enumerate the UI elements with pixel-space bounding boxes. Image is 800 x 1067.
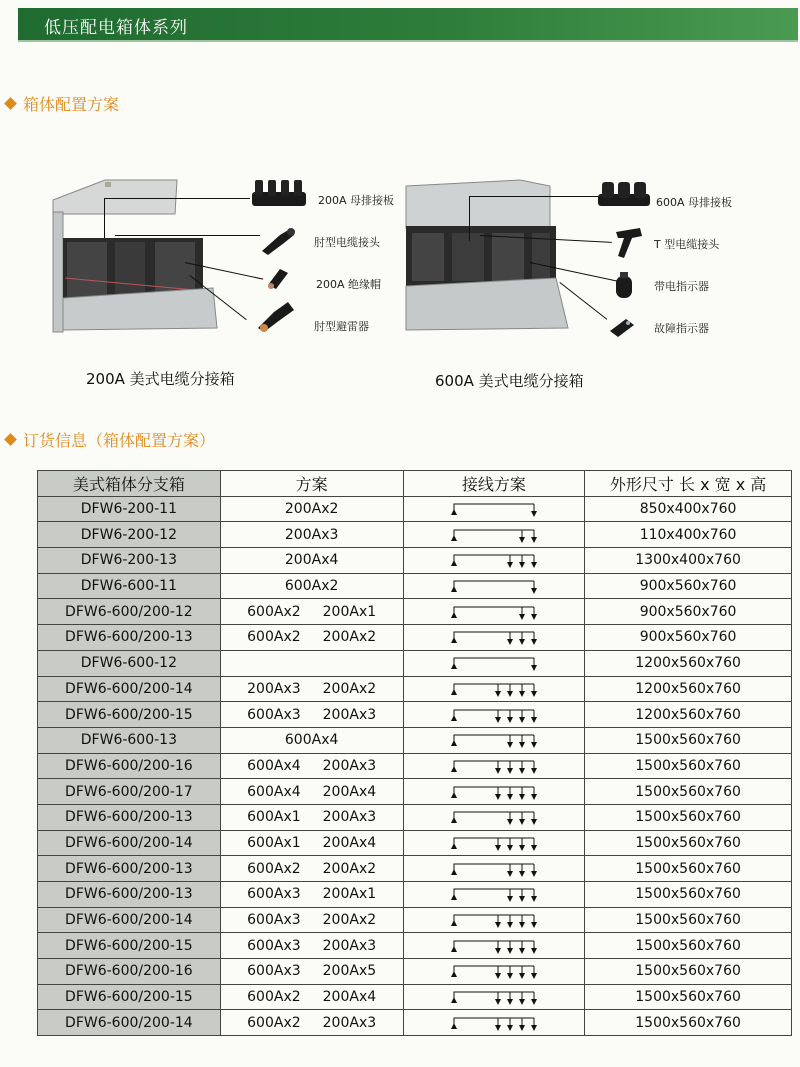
plan-value: 200Ax2 bbox=[322, 629, 377, 646]
wiring-diagram-icon bbox=[446, 1013, 542, 1033]
wiring-cell bbox=[403, 548, 585, 574]
table-row bbox=[38, 856, 792, 882]
plan-value: 200Ax3 bbox=[322, 1014, 377, 1031]
table-row bbox=[38, 548, 792, 574]
plan-value: 600Ax3 bbox=[247, 912, 301, 929]
leader-line bbox=[115, 235, 260, 236]
table-row bbox=[38, 573, 792, 599]
plan-value: 600Ax2 bbox=[284, 578, 339, 595]
table-row bbox=[38, 933, 792, 959]
plan-value: 200Ax4 bbox=[322, 834, 377, 851]
wiring-cell bbox=[403, 650, 585, 676]
table-row bbox=[38, 650, 792, 676]
wiring-cell bbox=[403, 727, 585, 753]
part-label: 600A 母排接板 bbox=[656, 196, 733, 209]
cabinet-600a-image bbox=[400, 178, 575, 338]
live-indicator-icon bbox=[612, 270, 636, 300]
elbow-arrester-icon bbox=[254, 298, 296, 334]
size-cell: 1500x560x760 bbox=[585, 907, 792, 933]
model-cell: DFW6-600-13 bbox=[38, 727, 221, 753]
wiring-cell bbox=[403, 753, 585, 779]
table-row bbox=[38, 625, 792, 651]
cabinet-600a-caption: 600A 美式电缆分接箱 bbox=[435, 372, 584, 390]
plan-value: 200Ax5 bbox=[322, 963, 377, 980]
size-cell: 1500x560x760 bbox=[585, 830, 792, 856]
plan-cell bbox=[220, 856, 403, 882]
leader-line bbox=[469, 196, 470, 241]
plan-value: 200Ax3 bbox=[322, 706, 377, 723]
plan-cell bbox=[220, 727, 403, 753]
wiring-cell bbox=[403, 522, 585, 548]
wiring-diagram-icon bbox=[446, 653, 542, 673]
wiring-cell bbox=[403, 830, 585, 856]
size-cell: 1500x560x760 bbox=[585, 959, 792, 985]
wiring-diagram-icon bbox=[446, 807, 542, 827]
plan-value: 200Ax3 bbox=[322, 937, 377, 954]
insulating-cap-icon bbox=[262, 263, 292, 291]
model-cell: DFW6-600/200-13 bbox=[38, 804, 221, 830]
model-cell: DFW6-600/200-15 bbox=[38, 933, 221, 959]
table-row bbox=[38, 1010, 792, 1036]
wiring-diagram-icon bbox=[446, 756, 542, 776]
plan-value: 600Ax3 bbox=[247, 963, 301, 980]
model-cell: DFW6-600/200-16 bbox=[38, 753, 221, 779]
wiring-diagram-icon bbox=[446, 499, 542, 519]
wiring-diagram-icon bbox=[446, 679, 542, 699]
wiring-cell bbox=[403, 804, 585, 830]
model-cell: DFW6-600/200-12 bbox=[38, 599, 221, 625]
table-row bbox=[38, 496, 792, 522]
part-label: 200A 母排接板 bbox=[318, 194, 395, 207]
size-cell: 1500x560x760 bbox=[585, 856, 792, 882]
header-banner bbox=[18, 8, 798, 40]
plan-cell bbox=[220, 959, 403, 985]
plan-value: 600Ax2 bbox=[247, 1014, 301, 1031]
plan-value: 200Ax3 bbox=[322, 757, 377, 774]
part-label: 肘型电缆接头 bbox=[314, 236, 380, 249]
part-label: 故障指示器 bbox=[654, 322, 709, 335]
col-header-model: 美式箱体分支箱 bbox=[38, 471, 221, 497]
plan-cell bbox=[220, 625, 403, 651]
plan-value: 600Ax4 bbox=[247, 757, 301, 774]
model-cell: DFW6-600/200-13 bbox=[38, 882, 221, 908]
table-row bbox=[38, 984, 792, 1010]
plan-value: 600Ax3 bbox=[247, 937, 301, 954]
fault-indicator-icon bbox=[606, 315, 636, 339]
plan-value: 600Ax4 bbox=[284, 732, 339, 749]
plan-value: 600Ax2 bbox=[247, 603, 301, 620]
wiring-cell bbox=[403, 573, 585, 599]
table-row bbox=[38, 882, 792, 908]
wiring-diagram-icon bbox=[446, 961, 542, 981]
section-title: 订货信息（箱体配置方案） bbox=[23, 431, 216, 450]
cabinet-200a-caption: 200A 美式电缆分接箱 bbox=[86, 370, 235, 388]
model-cell: DFW6-600/200-14 bbox=[38, 907, 221, 933]
page-title: 低压配电箱体系列 bbox=[44, 18, 188, 38]
wiring-diagram-icon bbox=[446, 910, 542, 930]
size-cell: 1200x560x760 bbox=[585, 676, 792, 702]
table-row bbox=[38, 959, 792, 985]
plan-cell bbox=[220, 830, 403, 856]
wiring-diagram-icon bbox=[446, 525, 542, 545]
model-cell: DFW6-600/200-14 bbox=[38, 676, 221, 702]
size-cell: 1500x560x760 bbox=[585, 1010, 792, 1036]
col-header-wiring: 接线方案 bbox=[403, 471, 585, 497]
size-cell: 900x560x760 bbox=[585, 599, 792, 625]
size-cell: 1300x400x760 bbox=[585, 548, 792, 574]
section-heading-order bbox=[6, 428, 215, 451]
size-cell: 1500x560x760 bbox=[585, 779, 792, 805]
wiring-diagram-icon bbox=[446, 576, 542, 596]
size-cell: 1500x560x760 bbox=[585, 984, 792, 1010]
wiring-cell bbox=[403, 702, 585, 728]
plan-value: 600Ax1 bbox=[247, 834, 301, 851]
plan-value: 200Ax3 bbox=[247, 680, 301, 697]
wiring-diagram-icon bbox=[446, 987, 542, 1007]
part-label: 200A 绝缘帽 bbox=[316, 278, 382, 291]
plan-cell bbox=[220, 882, 403, 908]
wiring-cell bbox=[403, 856, 585, 882]
wiring-diagram-icon bbox=[446, 705, 542, 725]
busbar-600a-icon bbox=[596, 180, 652, 208]
wiring-cell bbox=[403, 779, 585, 805]
plan-cell bbox=[220, 1010, 403, 1036]
table-row bbox=[38, 830, 792, 856]
model-cell: DFW6-200-11 bbox=[38, 496, 221, 522]
plan-cell bbox=[220, 676, 403, 702]
wiring-cell bbox=[403, 1010, 585, 1036]
table-row bbox=[38, 727, 792, 753]
model-cell: DFW6-600/200-15 bbox=[38, 984, 221, 1010]
table-row bbox=[38, 779, 792, 805]
wiring-cell bbox=[403, 907, 585, 933]
size-cell: 850x400x760 bbox=[585, 496, 792, 522]
model-cell: DFW6-600/200-17 bbox=[38, 779, 221, 805]
plan-cell bbox=[220, 496, 403, 522]
wiring-diagram-icon bbox=[446, 602, 542, 622]
model-cell: DFW6-600/200-15 bbox=[38, 702, 221, 728]
plan-value: 600Ax1 bbox=[247, 809, 301, 826]
diamond-bullet-icon bbox=[4, 97, 17, 110]
size-cell: 1500x560x760 bbox=[585, 727, 792, 753]
plan-value: 600Ax2 bbox=[247, 629, 301, 646]
model-cell: DFW6-600/200-13 bbox=[38, 856, 221, 882]
wiring-diagram-icon bbox=[446, 833, 542, 853]
cabinet-200a-image bbox=[45, 178, 220, 338]
part-label: T 型电缆接头 bbox=[654, 238, 720, 251]
leader-line bbox=[105, 198, 250, 199]
model-cell: DFW6-600/200-14 bbox=[38, 1010, 221, 1036]
model-cell: DFW6-600/200-14 bbox=[38, 830, 221, 856]
leader-line bbox=[104, 198, 105, 238]
model-cell: DFW6-600/200-16 bbox=[38, 959, 221, 985]
wiring-diagram-icon bbox=[446, 730, 542, 750]
plan-value: 600Ax4 bbox=[247, 783, 301, 800]
size-cell: 900x560x760 bbox=[585, 625, 792, 651]
table-row bbox=[38, 804, 792, 830]
wiring-diagram-icon bbox=[446, 936, 542, 956]
wiring-diagram-icon bbox=[446, 859, 542, 879]
plan-cell bbox=[220, 907, 403, 933]
plan-value: 200Ax4 bbox=[322, 989, 377, 1006]
model-cell: DFW6-600-11 bbox=[38, 573, 221, 599]
plan-value: 600Ax2 bbox=[247, 989, 301, 1006]
plan-cell bbox=[220, 804, 403, 830]
table-row bbox=[38, 907, 792, 933]
plan-cell bbox=[220, 779, 403, 805]
wiring-cell bbox=[403, 959, 585, 985]
plan-cell bbox=[220, 650, 403, 676]
plan-value: 600Ax2 bbox=[247, 860, 301, 877]
plan-value: 200Ax3 bbox=[284, 526, 339, 543]
wiring-cell bbox=[403, 933, 585, 959]
plan-value: 600Ax3 bbox=[247, 706, 301, 723]
elbow-connector-icon bbox=[258, 225, 298, 255]
size-cell: 110x400x760 bbox=[585, 522, 792, 548]
wiring-cell bbox=[403, 625, 585, 651]
diamond-bullet-icon bbox=[4, 433, 17, 446]
order-table bbox=[37, 470, 792, 1036]
wiring-cell bbox=[403, 984, 585, 1010]
plan-value: 600Ax3 bbox=[247, 886, 301, 903]
plan-value: 200Ax2 bbox=[322, 912, 377, 929]
plan-value: 200Ax1 bbox=[322, 886, 377, 903]
model-cell: DFW6-200-12 bbox=[38, 522, 221, 548]
plan-value: 200Ax1 bbox=[322, 603, 377, 620]
wiring-diagram-icon bbox=[446, 884, 542, 904]
plan-cell bbox=[220, 984, 403, 1010]
size-cell: 1200x560x760 bbox=[585, 650, 792, 676]
model-cell: DFW6-600-12 bbox=[38, 650, 221, 676]
table-row bbox=[38, 702, 792, 728]
table-row bbox=[38, 522, 792, 548]
table-header-row bbox=[38, 471, 792, 497]
table-row bbox=[38, 599, 792, 625]
col-header-plan: 方案 bbox=[220, 471, 403, 497]
part-label: 带电指示器 bbox=[654, 280, 709, 293]
plan-cell bbox=[220, 599, 403, 625]
section-title: 箱体配置方案 bbox=[23, 95, 120, 114]
size-cell: 1200x560x760 bbox=[585, 702, 792, 728]
plan-value: 200Ax3 bbox=[322, 809, 377, 826]
leader-line bbox=[470, 196, 598, 197]
model-cell: DFW6-200-13 bbox=[38, 548, 221, 574]
wiring-diagram-icon bbox=[446, 627, 542, 647]
wiring-cell bbox=[403, 882, 585, 908]
plan-value: 200Ax4 bbox=[284, 552, 339, 569]
plan-value: 200Ax2 bbox=[322, 860, 377, 877]
model-cell: DFW6-600/200-13 bbox=[38, 625, 221, 651]
plan-cell bbox=[220, 548, 403, 574]
wiring-diagram-icon bbox=[446, 782, 542, 802]
part-label: 肘型避雷器 bbox=[314, 320, 369, 333]
size-cell: 1500x560x760 bbox=[585, 933, 792, 959]
busbar-200a-icon bbox=[250, 178, 308, 208]
wiring-cell bbox=[403, 496, 585, 522]
plan-cell bbox=[220, 522, 403, 548]
plan-cell bbox=[220, 933, 403, 959]
plan-cell bbox=[220, 753, 403, 779]
plan-value: 200Ax2 bbox=[284, 501, 339, 518]
t-connector-icon bbox=[612, 224, 646, 260]
wiring-diagram-icon bbox=[446, 550, 542, 570]
wiring-cell bbox=[403, 676, 585, 702]
section-heading-config bbox=[6, 92, 119, 115]
table-row bbox=[38, 676, 792, 702]
plan-cell bbox=[220, 702, 403, 728]
size-cell: 1500x560x760 bbox=[585, 804, 792, 830]
table-row bbox=[38, 753, 792, 779]
size-cell: 1500x560x760 bbox=[585, 882, 792, 908]
plan-value: 200Ax4 bbox=[322, 783, 377, 800]
wiring-cell bbox=[403, 599, 585, 625]
col-header-size: 外形尺寸 长 x 宽 x 高 bbox=[585, 471, 792, 497]
plan-cell bbox=[220, 573, 403, 599]
plan-value: 200Ax2 bbox=[322, 680, 377, 697]
size-cell: 900x560x760 bbox=[585, 573, 792, 599]
size-cell: 1500x560x760 bbox=[585, 753, 792, 779]
